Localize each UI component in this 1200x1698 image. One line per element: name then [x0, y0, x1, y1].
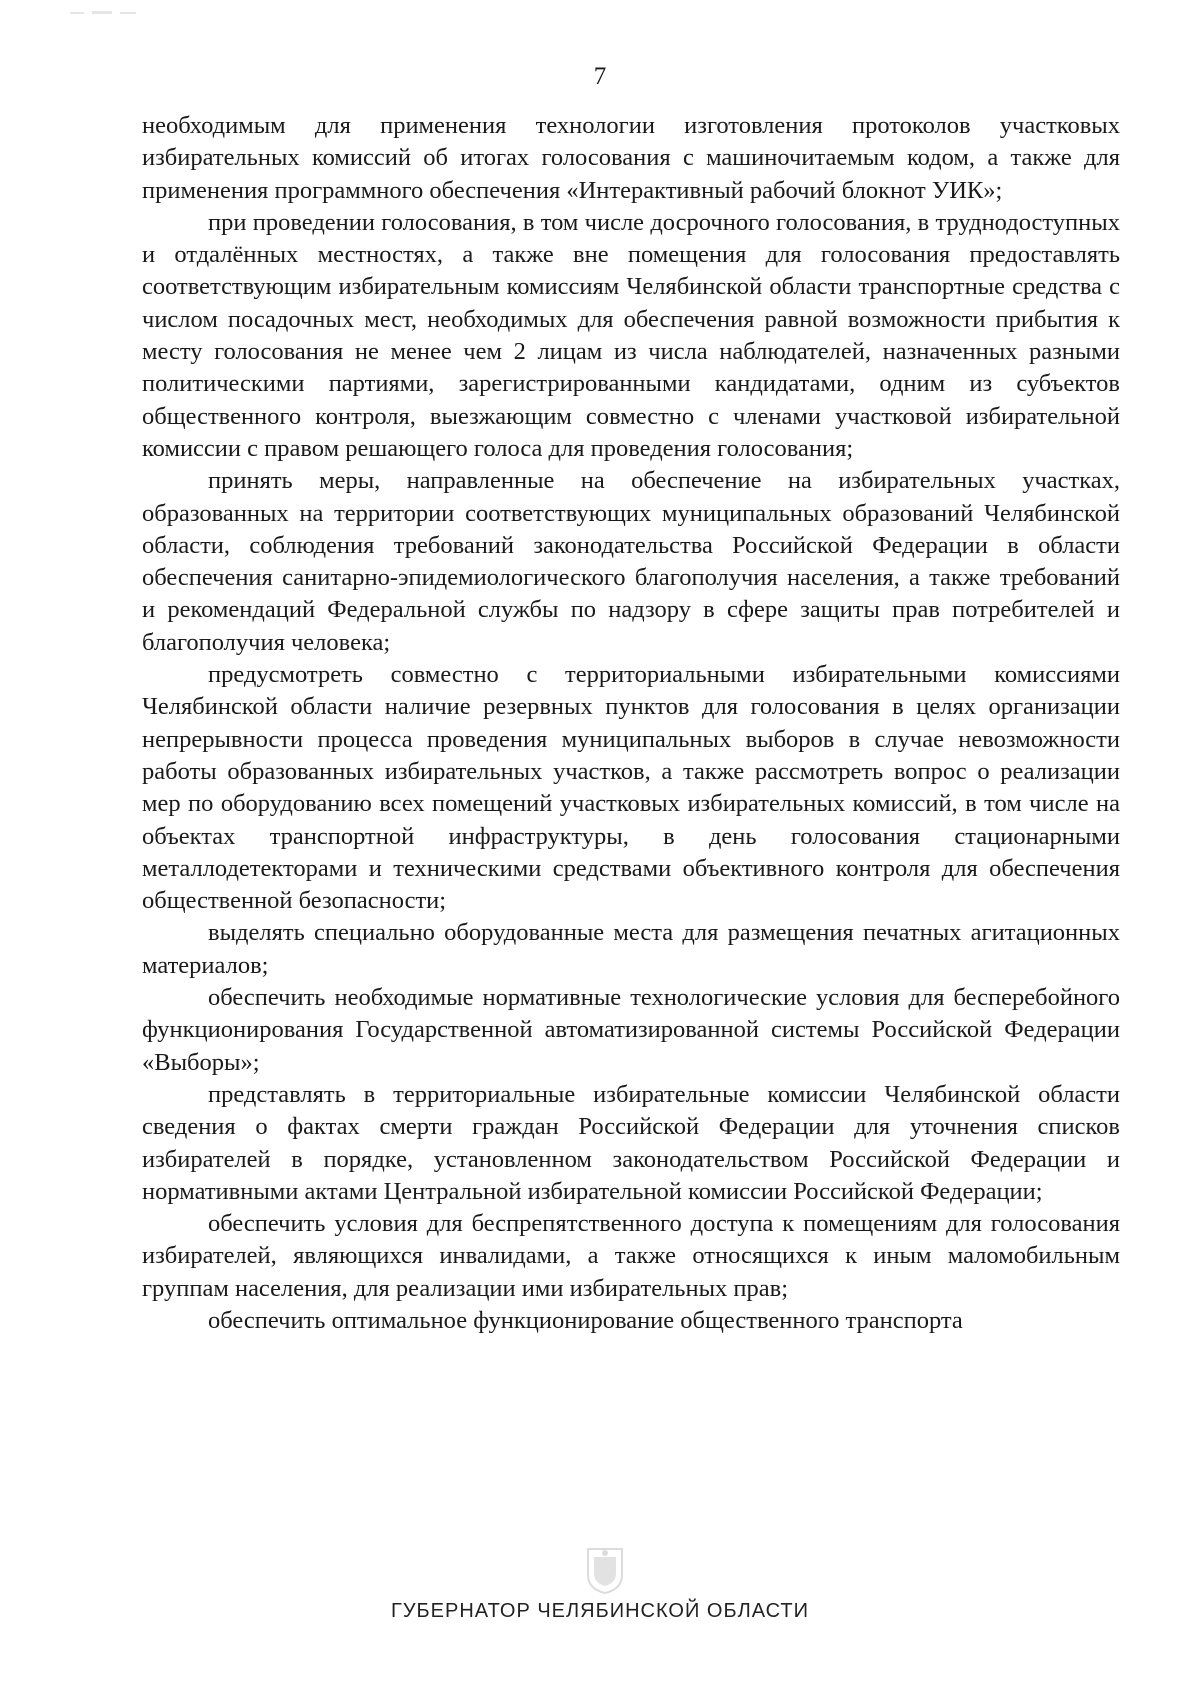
paragraph: выделять специально оборудованные места для размещения печатных агитационных материалов;	[142, 919, 1120, 979]
paragraph: обеспечить необходимые нормативные технологические условия для бесперебойного функционирования Государственной автоматизированной системы Российской Федерации «Выборы»;	[142, 984, 1120, 1076]
paragraph: необходимым для применения технологии изготовления протоколов участковых избирательных комиссий об итогах голосования с машиночитаемым кодом, а также для применения программного обеспечения «Интерактивный рабочий блокнот УИК»;	[142, 112, 1120, 204]
page-number: 7	[593, 63, 607, 90]
paragraph: обеспечить оптимальное функционирование общественного транспорта	[208, 1306, 963, 1334]
scan-artifact	[70, 10, 140, 16]
paragraph: при проведении голосования, в том числе досрочного голосования, в труднодоступных и отдалённых местностях, а также вне помещения для голосования предоставлять соответствующим избирательным комиссиям Челябинской области транспортные средства с числом посадочных мест, необходимых для обеспечения равной возможности прибытия к месту голосования не менее чем 2 лицам из числа наблюдателей, назначенных разными политическими партиями, зарегистрированными кандидатами, одним из субъектов общественного контроля, выезжающим совместно с членами участковой избирательной комиссии с правом решающего голоса для проведения голосования;	[142, 208, 1120, 462]
paragraph: предусмотреть совместно с территориальными избирательными комиссиями Челябинской области наличие резервных пунктов для голосования в целях организации непрерывности процесса проведения муниципальных выборов в случае невозможности работы образованных избирательных участков, а также рассмотреть вопрос о реализации мер по оборудованию всех помещений участковых избирательных комиссий, в том числе на объектах транспортной инфраструктуры, в день голосования стационарными металлодетекторами и техническими средствами объективного контроля для обеспечения общественной безопасности;	[142, 661, 1120, 915]
document-body	[142, 110, 1120, 1337]
paragraph: представлять в территориальные избирательные комиссии Челябинской области сведения о фактах смерти граждан Российской Федерации для уточнения списков избирателей в порядке, установленном законодательством Российской Федерации и нормативными актами Центральной избирательной комиссии Российской Федерации;	[142, 1080, 1120, 1205]
paragraph: принять меры, направленные на обеспечение на избирательных участках, образованных на территории соответствующих муниципальных образований Челябинской области, соблюдения требований законодательства Российской Федерации в области обеспечения санитарно-эпидемиологического благополучия населения, а также требований и рекомендаций Федеральной службы по надзору в сфере защиты прав потребителей и благополучия человека;	[142, 467, 1120, 656]
paragraph: обеспечить условия для беспрепятственного доступа к помещениям для голосования избирателей, являющихся инвалидами, а также относящихся к иным маломобильным группам населения, для реализации ими избирательных прав;	[142, 1210, 1120, 1302]
document-footer: ГУБЕРНАТОР ЧЕЛЯБИНСКОЙ ОБЛАСТИ	[391, 1600, 809, 1622]
coat-of-arms-watermark-icon	[584, 1545, 626, 1595]
